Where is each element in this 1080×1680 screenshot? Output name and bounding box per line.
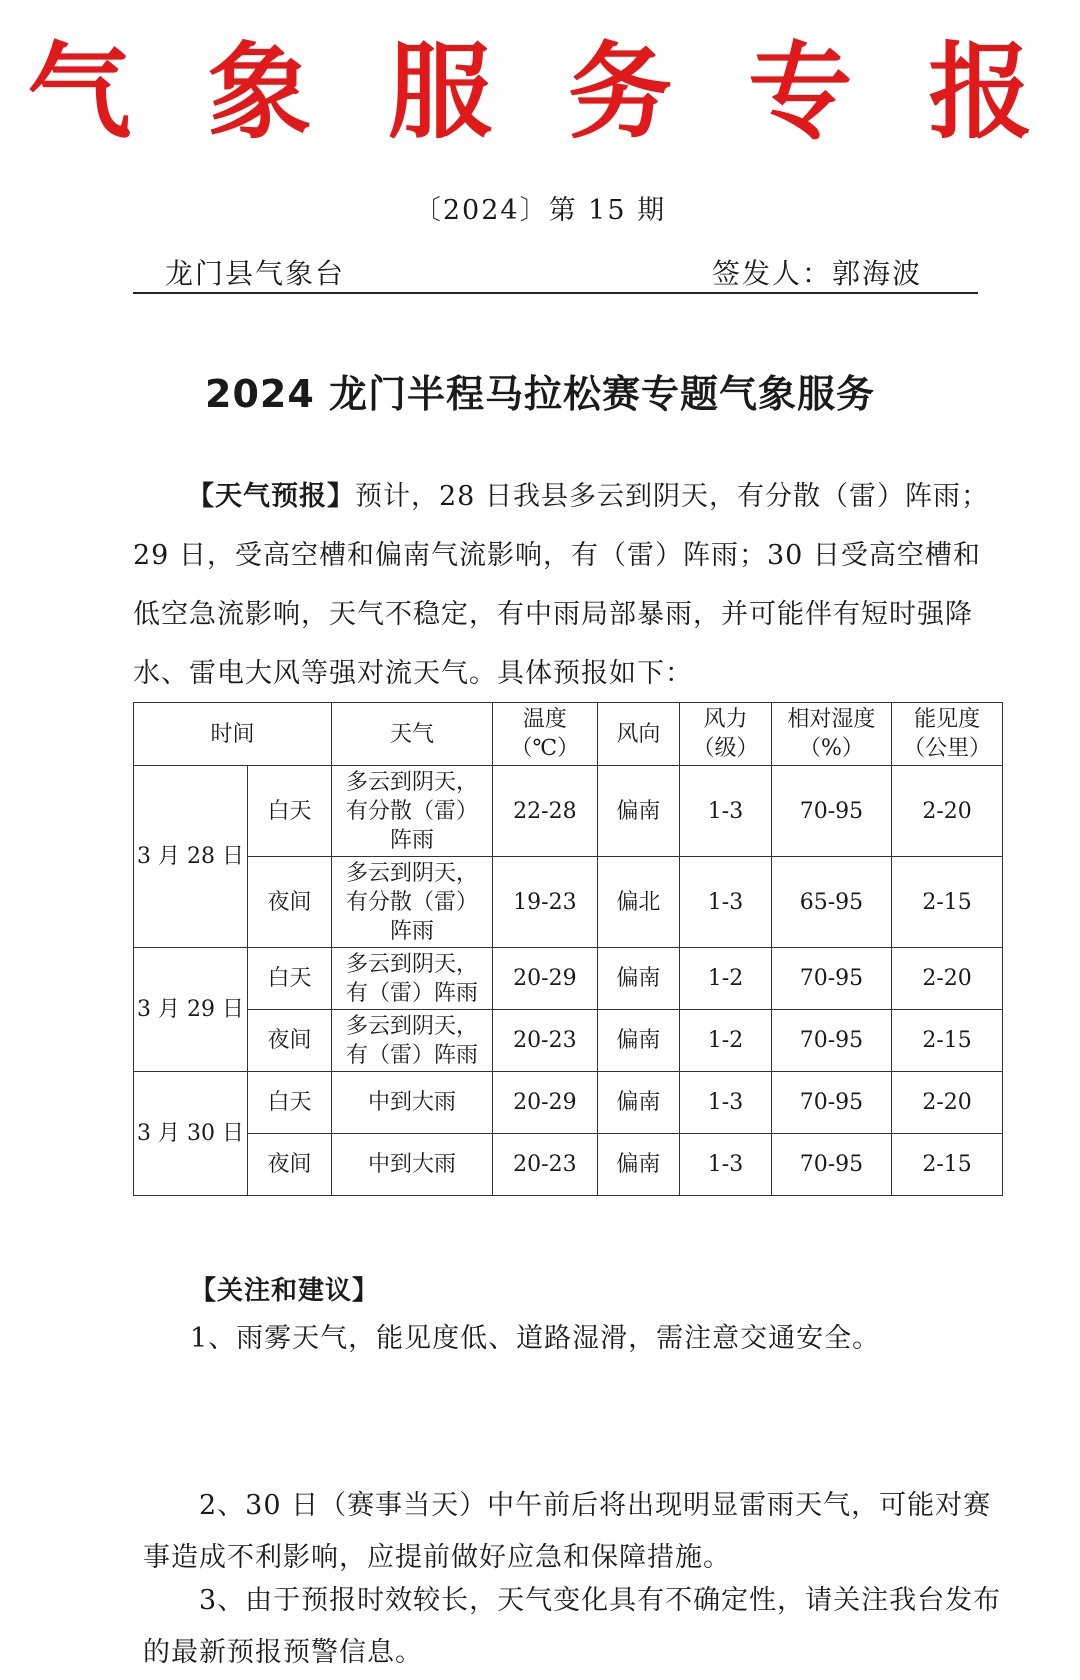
table-row <box>134 948 1003 1010</box>
visibility-cell: 2-15 <box>892 1010 1003 1072</box>
date-cell: 3 月 28 日 <box>134 766 248 948</box>
header-wind-force: 风力 （级） <box>680 703 771 766</box>
wind-force-cell: 1-2 <box>680 948 771 1010</box>
visibility-cell: 2-20 <box>892 948 1003 1010</box>
wind-dir-cell: 偏南 <box>597 1072 680 1134</box>
wind-force-cell: 1-3 <box>680 1072 771 1134</box>
temp-cell: 19-23 <box>493 857 597 948</box>
advice-item: 3、由于预报时效较长，天气变化具有不确定性，请关注我台发布的最新预报预警信息。 <box>143 1585 1002 1668</box>
header-humidity: 相对湿度 （%） <box>771 703 891 766</box>
period-cell: 白天 <box>248 948 332 1010</box>
table-row <box>134 1134 1003 1196</box>
visibility-cell: 2-20 <box>892 766 1003 857</box>
wind-force-cell: 1-3 <box>680 857 771 948</box>
forecast-paragraph <box>133 467 1003 703</box>
period-cell: 夜间 <box>248 1010 332 1072</box>
wind-dir-cell: 偏南 <box>597 766 680 857</box>
masthead-title: 气 象 服 务 专 报 <box>27 30 1053 153</box>
wind-dir-cell: 偏南 <box>597 1010 680 1072</box>
issue-number: 〔2024〕第 15 期 <box>413 195 667 226</box>
header-weather: 天气 <box>331 703 492 766</box>
date-cell: 3 月 29 日 <box>134 948 248 1072</box>
advice-item: 1、雨雾天气，能见度低、道路湿滑，需注意交通安全。 <box>190 1323 881 1354</box>
header-wind-direction: 风向 <box>597 703 680 766</box>
table-row <box>134 766 1003 857</box>
period-cell: 白天 <box>248 1072 332 1134</box>
humidity-cell: 65-95 <box>771 857 891 948</box>
table-row <box>134 1010 1003 1072</box>
document-title: 2024 龙门半程马拉松赛专题气象服务 <box>205 372 875 416</box>
humidity-cell: 70-95 <box>771 1010 891 1072</box>
advice-item: 2、30 日（赛事当天）中午前后将出现明显雷雨天气，可能对赛事造成不利影响，应提前做好应急和保障措施。 <box>143 1490 992 1573</box>
weather-cell: 中到大雨 <box>331 1072 492 1134</box>
forecast-table <box>133 702 1003 1196</box>
issuing-organization: 龙门县气象台 <box>165 257 346 290</box>
advice-heading: 【关注和建议】 <box>190 1276 380 1306</box>
weather-cell: 中到大雨 <box>331 1134 492 1196</box>
forecast-tag: 【天气预报】 <box>187 481 355 512</box>
period-cell: 夜间 <box>248 1134 332 1196</box>
visibility-cell: 2-20 <box>892 1072 1003 1134</box>
visibility-cell: 2-15 <box>892 857 1003 948</box>
humidity-cell: 70-95 <box>771 1134 891 1196</box>
wind-force-cell: 1-2 <box>680 1010 771 1072</box>
humidity-cell: 70-95 <box>771 766 891 857</box>
table-row <box>134 857 1003 948</box>
period-cell: 夜间 <box>248 857 332 948</box>
signer: 签发人：郭海波 <box>711 257 922 290</box>
header-visibility: 能见度 （公里） <box>892 703 1003 766</box>
weather-cell: 多云到阴天，有（雷）阵雨 <box>331 948 492 1010</box>
humidity-cell: 70-95 <box>771 948 891 1010</box>
weather-cell: 多云到阴天，有分散（雷）阵雨 <box>331 766 492 857</box>
header-temperature: 温度 （℃） <box>493 703 597 766</box>
wind-force-cell: 1-3 <box>680 766 771 857</box>
wind-force-cell: 1-3 <box>680 1134 771 1196</box>
period-cell: 白天 <box>248 766 332 857</box>
temp-cell: 20-23 <box>493 1010 597 1072</box>
table-row <box>134 1072 1003 1134</box>
humidity-cell: 70-95 <box>771 1072 891 1134</box>
header-time: 时间 <box>134 703 332 766</box>
wind-dir-cell: 偏南 <box>597 1134 680 1196</box>
temp-cell: 20-29 <box>493 1072 597 1134</box>
date-cell: 3 月 30 日 <box>134 1072 248 1196</box>
visibility-cell: 2-15 <box>892 1134 1003 1196</box>
temp-cell: 20-29 <box>493 948 597 1010</box>
table-header-row <box>134 703 1003 766</box>
wind-dir-cell: 偏北 <box>597 857 680 948</box>
header-divider <box>133 292 978 294</box>
forecast-text: 预计，28 日我县多云到阴天，有分散（雷）阵雨；29 日，受高空槽和偏南气流影响，有（雷）阵雨；30 日受高空槽和低空急流影响，天气不稳定，有中雨局部暴雨，并可能伴有短时强降水、雷电大风等强对流天气。具体预报如下： <box>133 481 989 689</box>
weather-cell: 多云到阴天，有分散（雷）阵雨 <box>331 857 492 948</box>
weather-cell: 多云到阴天，有（雷）阵雨 <box>331 1010 492 1072</box>
wind-dir-cell: 偏南 <box>597 948 680 1010</box>
temp-cell: 20-23 <box>493 1134 597 1196</box>
temp-cell: 22-28 <box>493 766 597 857</box>
